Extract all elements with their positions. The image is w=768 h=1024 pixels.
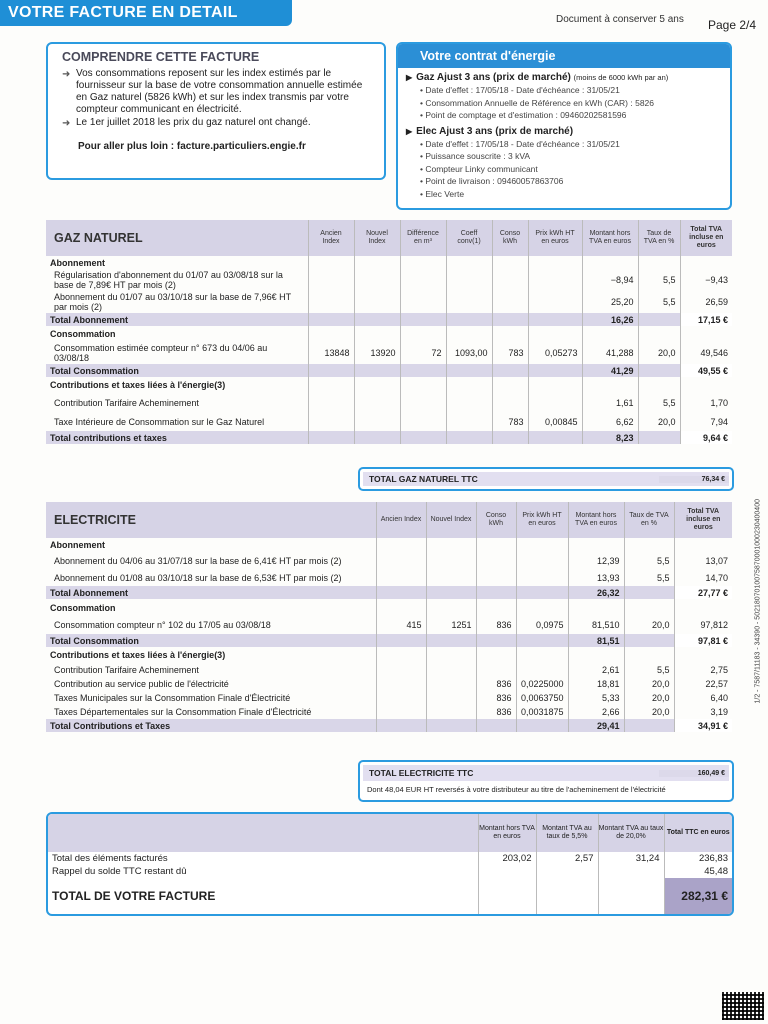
cell-price — [528, 393, 582, 412]
cell-kwh: 836 — [476, 616, 516, 634]
cell-kwh: 836 — [476, 691, 516, 705]
gas-detail: • Point de comptage et d'estimation : 09460202581596 — [420, 110, 627, 120]
row-label: Régularisation d'abonnement du 01/07 au 03/08/18 sur la base de 7,89€ HT par mois (2) — [46, 269, 308, 291]
group-label: Abonnement — [46, 256, 308, 269]
row-label: Rappel du solde TTC restant dû — [48, 865, 478, 878]
cell-kwh: 783 — [492, 342, 528, 364]
cell-tva: 20,0 — [624, 616, 674, 634]
more-info-link[interactable]: Pour aller plus loin : facture.particuliers.engie.fr — [78, 141, 306, 152]
summary-table — [48, 814, 732, 914]
group-label: Contributions et taxes liées à l'énergie(3) — [46, 377, 308, 393]
cell-ttc: 236,83 — [698, 853, 728, 864]
contract-box — [396, 42, 732, 210]
gas-offer-name: Gaz Ajust 3 ans (prix de marché) — [416, 72, 571, 83]
group-label: Consommation — [46, 599, 376, 616]
column-header: Montant hors TVA en euros — [478, 814, 536, 852]
cell-tva-55: 2,57 — [536, 852, 598, 865]
total-ht: 81,51 — [568, 634, 624, 647]
gas-section-title: GAZ NATUREL — [46, 220, 308, 256]
gas-detail: • Date d'effet : 17/05/18 - Date d'échéance : 31/05/21 — [420, 85, 620, 95]
gas-offer — [398, 72, 730, 84]
cell-kwh: 836 — [476, 677, 516, 691]
cell-kwh: 836 — [476, 705, 516, 719]
cell-ttc: 97,812 — [700, 620, 728, 630]
datamatrix-code — [722, 992, 764, 1020]
cell-ttc: 7,94 — [710, 416, 728, 427]
cell-tva: 5,5 — [624, 552, 674, 569]
total-label: Total Abonnement — [46, 586, 376, 599]
elec-table — [46, 502, 732, 732]
cell-ttc: 13,07 — [705, 555, 728, 566]
column-header: Prix kWh HT en euros — [528, 220, 582, 256]
row-label: Total des éléments facturés — [48, 852, 478, 865]
column-header: Ancien Index — [308, 220, 354, 256]
gas-ttc-box — [358, 467, 734, 491]
column-header: Conso kWh — [476, 502, 516, 538]
group-label: Consommation — [46, 326, 308, 342]
column-header: Ancien Index — [376, 502, 426, 538]
column-header: Taux de TVA en % — [638, 220, 680, 256]
column-header: Montant hors TVA en euros — [582, 220, 638, 256]
column-header: Total TVA incluse en euros — [674, 502, 732, 538]
gas-table — [46, 220, 732, 444]
grand-total-value: 282,31 € — [664, 878, 732, 914]
total-label: Total Consommation — [46, 364, 308, 377]
gas-detail: • Consommation Annuelle de Référence en kWh (CAR) : 5826 — [420, 97, 655, 108]
cell-price: 0,0063750 — [516, 691, 568, 705]
total-label: Total Abonnement — [46, 313, 308, 326]
table-row — [46, 342, 732, 364]
total-label: Total Contributions et Taxes — [46, 719, 376, 732]
total-row — [46, 634, 732, 647]
column-header: Différence en m³ — [400, 220, 446, 256]
total-row — [46, 586, 732, 599]
cell-ht: 12,39 — [568, 552, 624, 569]
elec-detail: • Elec Verte — [420, 188, 465, 199]
cell-new-index: 13920 — [354, 342, 400, 364]
cell-tva: 5,5 — [638, 291, 680, 313]
understand-para-1 — [62, 68, 374, 116]
elec-detail: • Puissance souscrite : 3 kVA — [420, 151, 531, 161]
elec-offer-name: Elec Ajust 3 ans (prix de marché) — [416, 125, 574, 137]
cell-price: 0,00845 — [528, 412, 582, 431]
cell-price: 0,05273 — [528, 342, 582, 364]
cell-diff: 72 — [400, 342, 446, 364]
cell-ht: 6,62 — [582, 412, 638, 431]
row-label: Abonnement du 01/07 au 03/10/18 sur la base de 7,96€ HT par mois (2) — [46, 291, 308, 313]
cell-ht: 2,66 — [568, 705, 624, 719]
cell-ht: −8,94 — [582, 269, 638, 291]
cell-ttc: 1,70 — [710, 397, 728, 408]
cell-ttc: 22,57 — [705, 679, 728, 689]
row-label: Consommation compteur n° 102 du 17/05 au 03/08/18 — [46, 616, 376, 634]
arrow-icon: ➜ — [62, 69, 71, 80]
cell-kwh — [492, 393, 528, 412]
cell-ttc: 49,546 — [700, 348, 728, 358]
row-label: Taxes Municipales sur la Consommation Finale d'Électricité — [46, 691, 376, 705]
cell-old-index: 415 — [376, 616, 426, 634]
table-row — [46, 677, 732, 691]
column-header: Taux de TVA en % — [624, 502, 674, 538]
elec-detail: • Date d'effet : 17/05/18 - Date d'échéance : 31/05/21 — [420, 138, 620, 149]
contract-title: Votre contrat d'énergie — [398, 44, 730, 68]
triangle-right-icon: ▶ — [406, 73, 413, 82]
total-label: Total Consommation — [46, 634, 376, 647]
table-row — [46, 663, 732, 677]
cell-ttc: 6,40 — [710, 693, 728, 703]
column-header: Coeff conv(1) — [446, 220, 492, 256]
table-row — [46, 291, 732, 313]
cell-price: 0,0225000 — [516, 677, 568, 691]
cell-tva: 20,0 — [624, 677, 674, 691]
row-label: Abonnement du 04/06 au 31/07/18 sur la base de 6,41€ HT par mois (2) — [46, 552, 376, 569]
cell-ttc: 2,75 — [710, 665, 728, 675]
cell-ttc: 26,59 — [705, 297, 728, 307]
row-label: Taxes Départementales sur la Consommation Finale d'Électricité — [46, 705, 376, 719]
cell-ttc: −9,43 — [705, 275, 728, 285]
elec-section-title: ELECTRICITE — [46, 502, 376, 538]
arrow-icon: ➜ — [62, 118, 71, 129]
total-ttc: 34,91 € — [674, 719, 732, 732]
column-header: Nouvel Index — [426, 502, 476, 538]
cell-ht: 5,33 — [568, 691, 624, 705]
column-header: Total TTC en euros — [664, 814, 732, 852]
table-row — [46, 569, 732, 586]
grand-total-row — [48, 878, 732, 914]
table-row — [46, 616, 732, 634]
row-label: Consommation estimée compteur n° 673 du 04/06 au 03/08/18 — [46, 342, 308, 364]
elec-detail: • Compteur Linky communicant — [420, 163, 538, 174]
cell-ht: 18,81 — [568, 677, 624, 691]
cell-kwh: 783 — [492, 412, 528, 431]
cell-tva: 20,0 — [638, 342, 680, 364]
group-label: Contributions et taxes liées à l'énergie(3) — [46, 647, 376, 663]
cell-tva: 5,5 — [638, 269, 680, 291]
page-title: VOTRE FACTURE EN DETAIL — [0, 0, 292, 26]
total-label: Total contributions et taxes — [46, 431, 308, 444]
total-ht: 16,26 — [582, 313, 638, 326]
summary-header-blank — [48, 814, 478, 852]
cell-coeff: 1093,00 — [446, 342, 492, 364]
total-ht: 29,41 — [568, 719, 624, 732]
elec-ttc-note: Dont 48,04 EUR HT reversés à votre distributeur au titre de l'acheminement de l'électricité — [367, 785, 666, 794]
side-reference — [748, 290, 760, 710]
table-row — [46, 393, 732, 412]
cell-price — [516, 663, 568, 677]
understand-para-2 — [62, 117, 374, 129]
total-ht: 8,23 — [582, 431, 638, 444]
column-header: Montant TVA au taux de 20,0% — [598, 814, 664, 852]
cell-ht: 41,288 — [582, 342, 638, 364]
cell-price: 0,0031875 — [516, 705, 568, 719]
cell-tva-20: 31,24 — [598, 852, 664, 865]
row-label: Contribution au service public de l'électricité — [46, 677, 376, 691]
gas-ttc-label: TOTAL GAZ NATUREL TTC — [369, 474, 478, 484]
cell-tva: 20,0 — [624, 691, 674, 705]
table-row — [46, 269, 732, 291]
cell-tva: 5,5 — [638, 393, 680, 412]
table-row — [46, 552, 732, 569]
triangle-right-icon: ▶ — [406, 126, 413, 136]
total-ht: 26,32 — [568, 586, 624, 599]
understand-box — [46, 42, 386, 180]
row-label: Taxe Intérieure de Consommation sur le Gaz Naturel — [46, 412, 308, 431]
column-header: Nouvel Index — [354, 220, 400, 256]
summary-box — [46, 812, 734, 916]
elec-ttc-label: TOTAL ELECTRICITE TTC — [369, 768, 474, 778]
total-row — [46, 431, 732, 444]
cell-ht: 81,510 — [568, 616, 624, 634]
grand-total-label: TOTAL DE VOTRE FACTURE — [48, 878, 478, 914]
page-number: Page 2/4 — [708, 18, 757, 32]
elec-offer — [398, 126, 730, 138]
total-row — [46, 364, 732, 377]
understand-title: COMPRENDRE CETTE FACTURE — [62, 50, 260, 64]
total-ttc: 27,77 € — [674, 586, 732, 599]
table-row — [48, 852, 732, 865]
understand-text-1: Vos consommations reposent sur les index estimés par le fournisseur sur la base de votre consommation annuelle estimée en Gaz naturel (5826 kWh) et sur les index transmis par votre compteur communicant en électricité. — [76, 68, 363, 115]
keep-notice: Document à conserver 5 ans — [556, 14, 684, 25]
cell-ttc: 45,48 — [704, 866, 728, 877]
total-ttc: 97,81 € — [674, 634, 732, 647]
understand-text-2: Le 1er juillet 2018 les prix du gaz naturel ont changé. — [76, 117, 311, 128]
column-header: Montant hors TVA en euros — [568, 502, 624, 538]
total-ht: 41,29 — [582, 364, 638, 377]
cell-ttc: 3,19 — [710, 707, 728, 717]
cell-tva: 5,5 — [624, 663, 674, 677]
gas-offer-note: (moins de 6000 kWh par an) — [573, 73, 669, 82]
table-row — [46, 705, 732, 719]
table-row — [46, 412, 732, 431]
column-header: Montant TVA au taux de 5,5% — [536, 814, 598, 852]
elec-ttc-box — [358, 760, 734, 802]
elec-detail: • Point de livraison : 09460057863706 — [420, 176, 564, 186]
total-row — [46, 313, 732, 326]
table-row — [46, 691, 732, 705]
cell-old-index: 13848 — [308, 342, 354, 364]
cell-ht: 13,93 — [568, 569, 624, 586]
row-label: Contribution Tarifaire Acheminement — [46, 663, 376, 677]
total-ttc: 49,55 € — [680, 364, 732, 377]
elec-ttc-value: 160,49 € — [659, 770, 729, 777]
column-header: Conso kWh — [492, 220, 528, 256]
cell-tva: 5,5 — [624, 569, 674, 586]
cell-new-index: 1251 — [426, 616, 476, 634]
column-header: Prix kWh HT en euros — [516, 502, 568, 538]
total-ttc: 17,15 € — [680, 313, 732, 326]
cell-ht: 1,61 — [582, 393, 638, 412]
column-header: Total TVA incluse en euros — [680, 220, 732, 256]
row-label: Abonnement du 01/08 au 03/10/18 sur la base de 6,53€ HT par mois (2) — [46, 569, 376, 586]
table-row — [48, 865, 732, 878]
cell-kwh — [476, 663, 516, 677]
cell-ht: 2,61 — [568, 663, 624, 677]
gas-ttc-value: 76,34 € — [659, 476, 729, 483]
cell-ttc: 14,70 — [705, 572, 728, 583]
cell-ht: 203,02 — [478, 852, 536, 865]
cell-ht: 25,20 — [582, 291, 638, 313]
group-label: Abonnement — [46, 538, 376, 552]
total-row — [46, 719, 732, 732]
row-label: Contribution Tarifaire Acheminement — [46, 393, 308, 412]
cell-tva: 20,0 — [624, 705, 674, 719]
cell-price: 0,0975 — [516, 616, 568, 634]
side-reference-text: 1/2 - 7587/11183 - 34390 - 5021807010075870001000230400400 — [754, 499, 762, 704]
cell-tva: 20,0 — [638, 412, 680, 431]
total-ttc: 9,64 € — [680, 431, 732, 444]
